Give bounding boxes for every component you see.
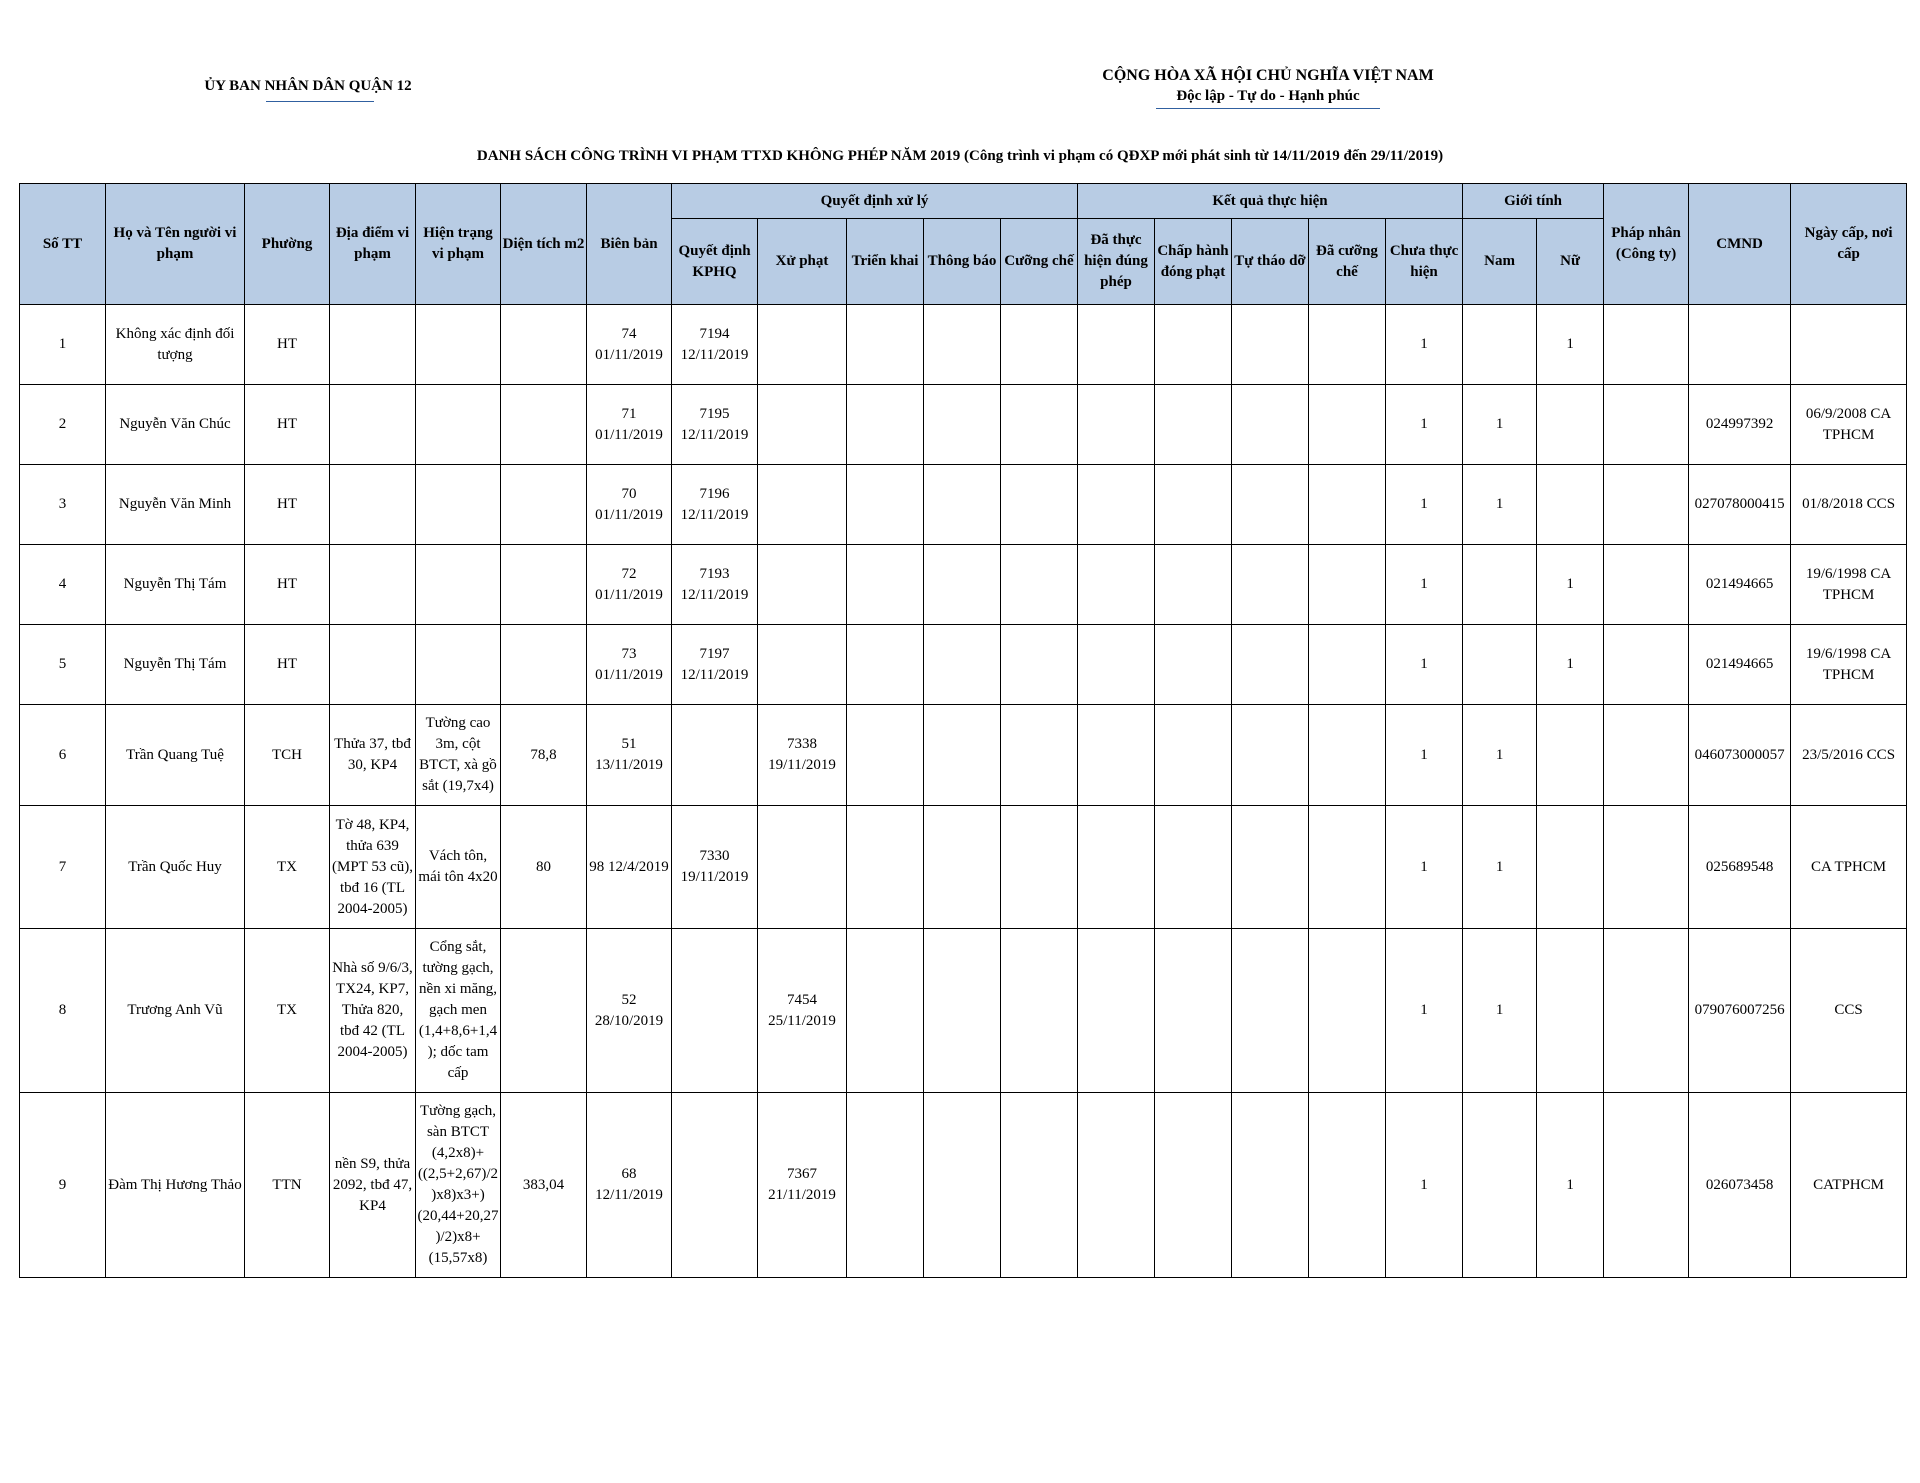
cell-stt: 6 (20, 705, 106, 806)
cell-stt: 7 (20, 806, 106, 929)
cell-stt: 9 (20, 1093, 106, 1278)
cell-hien-trang: Cổng sắt, tường gạch, nền xi măng, gạch men (1,4+8,6+1,4); dốc tam cấp (416, 929, 501, 1093)
cell-cuong-che (1001, 465, 1078, 545)
cell-cuong-che (1001, 1093, 1078, 1278)
cell-xu-phat: 7367 21/11/2019 (758, 1093, 847, 1278)
cell-qd-kphq: 7330 19/11/2019 (672, 806, 758, 929)
cell-ho-ten: Không xác định đối tượng (106, 305, 245, 385)
cell-thong-bao (924, 806, 1001, 929)
col-header-stt: Số TT (20, 184, 106, 305)
col-header-da-thuc-hien: Đã thực hiện đúng phép (1078, 219, 1155, 305)
cell-stt: 2 (20, 385, 106, 465)
cell-cmnd (1689, 305, 1791, 385)
cell-xu-phat (758, 385, 847, 465)
cell-ho-ten: Trương Anh Vũ (106, 929, 245, 1093)
group-header-quyet-dinh: Quyết định xử lý (672, 184, 1078, 219)
cell-chua-thuc-hien: 1 (1386, 625, 1463, 705)
cell-thong-bao (924, 305, 1001, 385)
cell-ngay-cap: 19/6/1998 CA TPHCM (1791, 625, 1907, 705)
cell-da-cuong-che (1309, 929, 1386, 1093)
cell-cuong-che (1001, 705, 1078, 806)
cell-cmnd: 021494665 (1689, 545, 1791, 625)
cell-chua-thuc-hien: 1 (1386, 545, 1463, 625)
cell-tu-thao (1232, 929, 1309, 1093)
cell-ngay-cap: CCS (1791, 929, 1907, 1093)
cell-phap-nhan (1604, 806, 1689, 929)
cell-bien-ban: 70 01/11/2019 (587, 465, 672, 545)
cell-dien-tich (501, 305, 587, 385)
col-header-tu-thao: Tự tháo dỡ (1232, 219, 1309, 305)
cell-nu: 1 (1537, 625, 1604, 705)
cell-qd-kphq: 7197 12/11/2019 (672, 625, 758, 705)
cell-nu (1537, 806, 1604, 929)
cell-chua-thuc-hien: 1 (1386, 385, 1463, 465)
cell-bien-ban: 72 01/11/2019 (587, 545, 672, 625)
group-header-gioi-tinh: Giới tính (1463, 184, 1604, 219)
cell-chua-thuc-hien: 1 (1386, 305, 1463, 385)
cell-ho-ten: Nguyễn Văn Minh (106, 465, 245, 545)
cell-dien-tich (501, 385, 587, 465)
cell-xu-phat (758, 806, 847, 929)
cell-da-thuc-hien (1078, 929, 1155, 1093)
cell-da-cuong-che (1309, 305, 1386, 385)
cell-chap-hanh (1155, 705, 1232, 806)
cell-phuong: TX (245, 806, 330, 929)
cell-thong-bao (924, 625, 1001, 705)
cell-tu-thao (1232, 625, 1309, 705)
cell-da-thuc-hien (1078, 465, 1155, 545)
col-header-da-cuong-che: Đã cưỡng chế (1309, 219, 1386, 305)
col-header-hien-trang: Hiện trạng vi phạm (416, 184, 501, 305)
cell-nam (1463, 305, 1537, 385)
cell-nu (1537, 385, 1604, 465)
cell-dien-tich (501, 929, 587, 1093)
col-header-thong-bao: Thông báo (924, 219, 1001, 305)
cell-ho-ten: Đàm Thị Hương Thảo (106, 1093, 245, 1278)
cell-cmnd: 024997392 (1689, 385, 1791, 465)
cell-trien-khai (847, 305, 924, 385)
cell-stt: 8 (20, 929, 106, 1093)
cell-dia-diem (330, 625, 416, 705)
cell-phap-nhan (1604, 705, 1689, 806)
cell-qd-kphq (672, 705, 758, 806)
cell-da-cuong-che (1309, 705, 1386, 806)
table-row (20, 305, 1907, 385)
cell-chua-thuc-hien: 1 (1386, 806, 1463, 929)
cell-ho-ten: Trần Quốc Huy (106, 806, 245, 929)
col-header-nu: Nữ (1537, 219, 1604, 305)
cell-cuong-che (1001, 545, 1078, 625)
cell-phuong: HT (245, 305, 330, 385)
cell-thong-bao (924, 1093, 1001, 1278)
cell-nu (1537, 705, 1604, 806)
cell-dia-diem (330, 305, 416, 385)
cell-nam: 1 (1463, 806, 1537, 929)
cell-tu-thao (1232, 465, 1309, 545)
agency-name (178, 78, 438, 95)
cell-da-thuc-hien (1078, 305, 1155, 385)
col-header-bien-ban: Biên bản (587, 184, 672, 305)
cell-chap-hanh (1155, 465, 1232, 545)
cell-xu-phat (758, 465, 847, 545)
header-row-1 (20, 184, 1907, 219)
cell-stt: 5 (20, 625, 106, 705)
cell-cmnd: 079076007256 (1689, 929, 1791, 1093)
cell-bien-ban: 74 01/11/2019 (587, 305, 672, 385)
cell-da-cuong-che (1309, 385, 1386, 465)
cell-ngay-cap: 19/6/1998 CA TPHCM (1791, 545, 1907, 625)
cell-cuong-che (1001, 305, 1078, 385)
cell-nam: 1 (1463, 705, 1537, 806)
cell-thong-bao (924, 929, 1001, 1093)
cell-xu-phat (758, 545, 847, 625)
cell-da-thuc-hien (1078, 385, 1155, 465)
cell-bien-ban: 71 01/11/2019 (587, 385, 672, 465)
cell-da-cuong-che (1309, 1093, 1386, 1278)
cell-trien-khai (847, 625, 924, 705)
table-row (20, 929, 1907, 1093)
cell-phuong: HT (245, 545, 330, 625)
cell-chap-hanh (1155, 1093, 1232, 1278)
cell-ho-ten: Nguyễn Thị Tám (106, 625, 245, 705)
cell-bien-ban: 52 28/10/2019 (587, 929, 672, 1093)
cell-hien-trang (416, 385, 501, 465)
cell-stt: 4 (20, 545, 106, 625)
cell-qd-kphq (672, 929, 758, 1093)
cell-phap-nhan (1604, 385, 1689, 465)
cell-phap-nhan (1604, 545, 1689, 625)
cell-hien-trang (416, 545, 501, 625)
cell-dien-tich (501, 545, 587, 625)
cell-nam (1463, 1093, 1537, 1278)
cell-bien-ban: 51 13/11/2019 (587, 705, 672, 806)
cell-chap-hanh (1155, 305, 1232, 385)
cell-da-thuc-hien (1078, 705, 1155, 806)
cell-ngay-cap: 01/8/2018 CCS (1791, 465, 1907, 545)
cell-dia-diem (330, 465, 416, 545)
group-header-ket-qua: Kết quả thực hiện (1078, 184, 1463, 219)
cell-da-cuong-che (1309, 806, 1386, 929)
cell-ho-ten: Trần Quang Tuệ (106, 705, 245, 806)
col-header-phap-nhan: Pháp nhân (Công ty) (1604, 184, 1689, 305)
cell-ngay-cap: 06/9/2008 CA TPHCM (1791, 385, 1907, 465)
cell-chap-hanh (1155, 545, 1232, 625)
cell-dien-tich: 80 (501, 806, 587, 929)
cell-cuong-che (1001, 385, 1078, 465)
cell-tu-thao (1232, 305, 1309, 385)
col-header-chua-thuc-hien: Chưa thực hiện (1386, 219, 1463, 305)
cell-chap-hanh (1155, 385, 1232, 465)
cell-thong-bao (924, 545, 1001, 625)
cell-thong-bao (924, 385, 1001, 465)
cell-ngay-cap: CATPHCM (1791, 1093, 1907, 1278)
cell-phap-nhan (1604, 625, 1689, 705)
col-header-xu-phat: Xử phạt (758, 219, 847, 305)
violations-table (19, 183, 1907, 1278)
cell-trien-khai (847, 705, 924, 806)
cell-tu-thao (1232, 385, 1309, 465)
document-title: DANH SÁCH CÔNG TRÌNH VI PHẠM TTXD KHÔNG PHÉP NĂM 2019 (Công trình vi phạm có QĐXP mới phát sinh từ 14/11/2019 đến 29/11/2019) (476, 148, 1444, 164)
cell-ngay-cap (1791, 305, 1907, 385)
cell-trien-khai (847, 385, 924, 465)
cell-phuong: TCH (245, 705, 330, 806)
cell-qd-kphq: 7195 12/11/2019 (672, 385, 758, 465)
cell-xu-phat (758, 305, 847, 385)
cell-cmnd: 027078000415 (1689, 465, 1791, 545)
cell-stt: 3 (20, 465, 106, 545)
cell-nu (1537, 929, 1604, 1093)
cell-nam: 1 (1463, 465, 1537, 545)
cell-bien-ban: 73 01/11/2019 (587, 625, 672, 705)
national-motto-line2: Độc lập - Tự do - Hạnh phúc (1176, 88, 1360, 104)
cell-phap-nhan (1604, 305, 1689, 385)
col-header-chap-hanh: Chấp hành đóng phạt (1155, 219, 1232, 305)
cell-dia-diem: Thửa 37, tbđ 30, KP4 (330, 705, 416, 806)
cell-tu-thao (1232, 545, 1309, 625)
cell-xu-phat: 7454 25/11/2019 (758, 929, 847, 1093)
cell-nam: 1 (1463, 385, 1537, 465)
cell-phuong: HT (245, 625, 330, 705)
col-header-cuong-che: Cưỡng chế (1001, 219, 1078, 305)
col-header-dia-diem: Địa điểm vi phạm (330, 184, 416, 305)
cell-chap-hanh (1155, 625, 1232, 705)
national-motto-line1: CỘNG HÒA XÃ HỘI CHỦ NGHĨA VIỆT NAM (1102, 67, 1434, 84)
cell-bien-ban: 68 12/11/2019 (587, 1093, 672, 1278)
cell-trien-khai (847, 545, 924, 625)
col-header-ngay-cap: Ngày cấp, nơi cấp (1791, 184, 1907, 305)
cell-nam: 1 (1463, 929, 1537, 1093)
cell-phap-nhan (1604, 929, 1689, 1093)
cell-cmnd: 021494665 (1689, 625, 1791, 705)
cell-dia-diem: nền S9, thửa 2092, tbđ 47, KP4 (330, 1093, 416, 1278)
table-row (20, 385, 1907, 465)
cell-hien-trang: Tường gạch, sàn BTCT (4,2x8)+((2,5+2,67)/2)x8)x3+)(20,44+20,27)/2)x8+(15,57x8) (416, 1093, 501, 1278)
agency-underline (266, 101, 374, 102)
cell-dien-tich (501, 465, 587, 545)
cell-phuong: HT (245, 385, 330, 465)
cell-da-thuc-hien (1078, 806, 1155, 929)
table-row (20, 465, 1907, 545)
col-header-qd-kphq: Quyết định KPHQ (672, 219, 758, 305)
cell-thong-bao (924, 465, 1001, 545)
cell-cuong-che (1001, 806, 1078, 929)
motto-underline (1156, 108, 1380, 109)
cell-trien-khai (847, 806, 924, 929)
cell-ngay-cap: CA TPHCM (1791, 806, 1907, 929)
cell-chua-thuc-hien: 1 (1386, 705, 1463, 806)
table-row (20, 806, 1907, 929)
cell-phuong: HT (245, 465, 330, 545)
cell-tu-thao (1232, 806, 1309, 929)
cell-cuong-che (1001, 929, 1078, 1093)
cell-dien-tich: 78,8 (501, 705, 587, 806)
col-header-phuong: Phường (245, 184, 330, 305)
cell-nu (1537, 465, 1604, 545)
cell-nu: 1 (1537, 1093, 1604, 1278)
table-row (20, 545, 1907, 625)
cell-da-thuc-hien (1078, 545, 1155, 625)
cell-cuong-che (1001, 625, 1078, 705)
cell-qd-kphq (672, 1093, 758, 1278)
cell-hien-trang (416, 305, 501, 385)
cell-da-thuc-hien (1078, 625, 1155, 705)
cell-da-thuc-hien (1078, 1093, 1155, 1278)
cell-phap-nhan (1604, 1093, 1689, 1278)
cell-chua-thuc-hien: 1 (1386, 465, 1463, 545)
cell-nam (1463, 625, 1537, 705)
cell-ngay-cap: 23/5/2016 CCS (1791, 705, 1907, 806)
cell-hien-trang: Tường cao 3m, cột BTCT, xà gồ sắt (19,7x4) (416, 705, 501, 806)
cell-phap-nhan (1604, 465, 1689, 545)
col-header-cmnd: CMND (1689, 184, 1791, 305)
cell-chap-hanh (1155, 806, 1232, 929)
col-header-trien-khai: Triển khai (847, 219, 924, 305)
cell-chua-thuc-hien: 1 (1386, 1093, 1463, 1278)
cell-tu-thao (1232, 1093, 1309, 1278)
cell-dia-diem: Tờ 48, KP4, thửa 639 (MPT 53 cũ), tbđ 16 (TL 2004-2005) (330, 806, 416, 929)
cell-nu: 1 (1537, 305, 1604, 385)
cell-dien-tich: 383,04 (501, 1093, 587, 1278)
cell-xu-phat: 7338 19/11/2019 (758, 705, 847, 806)
cell-ho-ten: Nguyễn Thị Tám (106, 545, 245, 625)
cell-trien-khai (847, 929, 924, 1093)
col-header-nam: Nam (1463, 219, 1537, 305)
col-header-ho-ten: Họ và Tên người vi phạm (106, 184, 245, 305)
cell-dia-diem (330, 545, 416, 625)
cell-chap-hanh (1155, 929, 1232, 1093)
cell-da-cuong-che (1309, 545, 1386, 625)
cell-chua-thuc-hien: 1 (1386, 929, 1463, 1093)
cell-qd-kphq: 7196 12/11/2019 (672, 465, 758, 545)
cell-ho-ten: Nguyễn Văn Chúc (106, 385, 245, 465)
cell-trien-khai (847, 1093, 924, 1278)
agency-name-text: ỦY BAN NHÂN DÂN QUẬN 12 (204, 78, 412, 94)
cell-dia-diem (330, 385, 416, 465)
cell-tu-thao (1232, 705, 1309, 806)
cell-dien-tich (501, 625, 587, 705)
table-row (20, 625, 1907, 705)
cell-trien-khai (847, 465, 924, 545)
table-row (20, 705, 1907, 806)
cell-thong-bao (924, 705, 1001, 806)
table-row (20, 1093, 1907, 1278)
cell-stt: 1 (20, 305, 106, 385)
cell-nu: 1 (1537, 545, 1604, 625)
cell-cmnd: 046073000057 (1689, 705, 1791, 806)
cell-xu-phat (758, 625, 847, 705)
cell-hien-trang (416, 465, 501, 545)
cell-qd-kphq: 7194 12/11/2019 (672, 305, 758, 385)
col-header-dien-tich: Diện tích m2 (501, 184, 587, 305)
cell-bien-ban: 98 12/4/2019 (587, 806, 672, 929)
cell-hien-trang: Vách tôn, mái tôn 4x20 (416, 806, 501, 929)
cell-da-cuong-che (1309, 465, 1386, 545)
national-motto (1058, 66, 1478, 109)
cell-phuong: TTN (245, 1093, 330, 1278)
cell-da-cuong-che (1309, 625, 1386, 705)
cell-cmnd: 025689548 (1689, 806, 1791, 929)
cell-nam (1463, 545, 1537, 625)
cell-dia-diem: Nhà số 9/6/3, TX24, KP7, Thửa 820, tbđ 42 (TL 2004-2005) (330, 929, 416, 1093)
cell-cmnd: 026073458 (1689, 1093, 1791, 1278)
cell-phuong: TX (245, 929, 330, 1093)
cell-hien-trang (416, 625, 501, 705)
cell-qd-kphq: 7193 12/11/2019 (672, 545, 758, 625)
